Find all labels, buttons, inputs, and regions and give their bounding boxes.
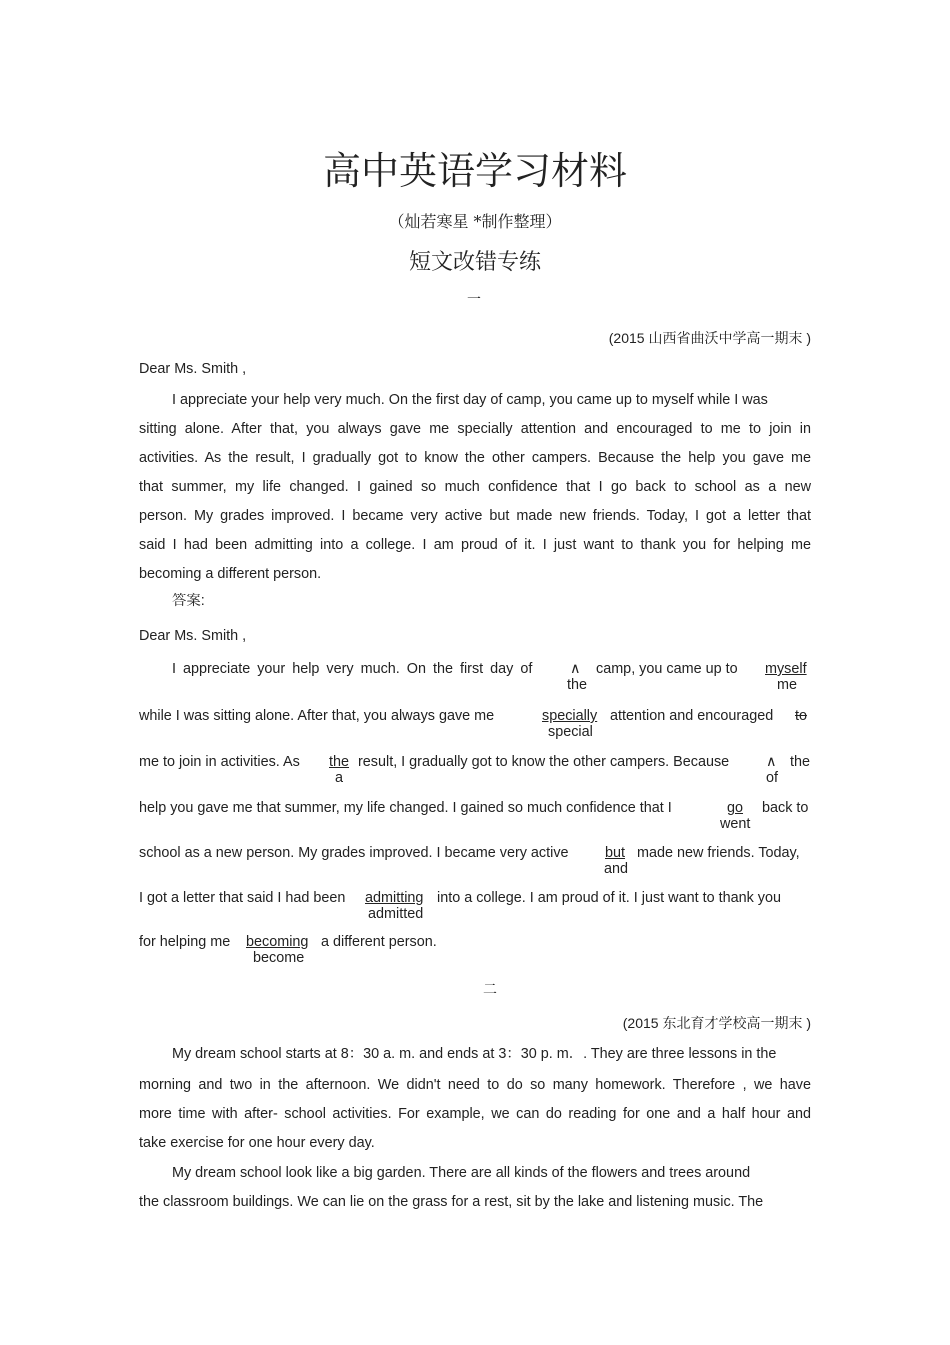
correction-word: the — [567, 677, 588, 693]
caret-mark: ∧ — [570, 661, 581, 677]
correction-word: went — [720, 816, 751, 832]
answer-row2-text-b: attention and encouraged — [610, 708, 774, 724]
answer-row7-text-b: a different person. — [321, 934, 437, 950]
section-title: 短文改错专练 — [408, 250, 541, 275]
part2-line-2: morning and two in the afternoon. We didn't need to do so many homework. Therefore , we have — [139, 1077, 811, 1093]
part1-line-4: that summer, my life changed. I gained so much confidence that I go back to school as a new — [139, 479, 811, 495]
part2-line-6: the classroom buildings. We can lie on the grass for a rest, sit by the lake and listening music. The — [139, 1194, 764, 1210]
correction-word: a — [335, 770, 344, 786]
error-word: go — [727, 800, 744, 816]
part1-line-6: said I had been admitting into a college. I am proud of it. I just want to thank you for helping me — [139, 537, 811, 553]
part1-line-1: I appreciate your help very much. On the first day of camp, you came up to myself while I was — [172, 392, 768, 408]
error-word: but — [605, 845, 626, 861]
answer-row2-text-a: while I was sitting alone. After that, you always gave me — [139, 708, 495, 724]
page-title: 高中英语学习材料 — [322, 149, 627, 193]
answer-row4-text-b: back to — [762, 800, 809, 816]
page-subtitle: （灿若寒星 *制作整理） — [388, 212, 562, 231]
correction-word: special — [548, 724, 593, 740]
error-word: the — [329, 754, 350, 770]
correction-word: of — [766, 770, 779, 786]
answer-row1-text-b: camp, you came up to — [596, 661, 738, 677]
answer-row5-text-b: made new friends. Today, — [637, 845, 800, 861]
answer-row6-text-b: into a college. I am proud of it. I just want to thank you — [437, 890, 781, 906]
part1-source: (2015 山西省曲沃中学高一期末 ) — [608, 330, 811, 346]
correction-word: and — [604, 861, 629, 877]
error-word: becoming — [246, 934, 309, 950]
answer-row3-text-c: the — [790, 754, 811, 770]
answer-greeting: Dear Ms. Smith , — [139, 628, 247, 644]
answer-row5-text-a: school as a new person. My grades improved. I became very active — [139, 845, 569, 861]
part2-line-5: My dream school look like a big garden. There are all kinds of the flowers and trees around — [172, 1165, 751, 1181]
part1-line-2: sitting alone. After that, you always gave me specially attention and encouraged to me to join in — [139, 421, 811, 437]
part2-source: (2015 东北育才学校高一期末 ) — [622, 1015, 811, 1031]
caret-mark: ∧ — [766, 754, 777, 770]
part1-line-3: activities. As the result, I gradually got to know the other campers. Because the help you gave me — [139, 450, 811, 466]
part2-line-1: My dream school starts at 8：30 a. m. and ends at 3：30 p. m．. They are three lessons in the — [172, 1046, 777, 1062]
correction-word: become — [253, 950, 305, 966]
part2-line-3: more time with after- school activities. For example, we can do reading for one and a half hour and — [139, 1106, 811, 1122]
answer-row3-text-a: me to join in activities. As — [139, 754, 300, 770]
deleted-word: to — [795, 708, 808, 724]
answer-row1-text-a: I appreciate your help very much. On the first day of — [172, 661, 533, 677]
answer-label: 答案: — [172, 593, 205, 609]
part1-greeting: Dear Ms. Smith , — [139, 361, 247, 377]
answer-row6-text-a: I got a letter that said I had been — [139, 890, 346, 906]
error-word: specially — [542, 708, 598, 724]
part2-line-4: take exercise for one hour every day. — [139, 1135, 375, 1151]
answer-row3-text-b: result, I gradually got to know the other campers. Because — [358, 754, 730, 770]
correction-word: me — [777, 677, 797, 693]
part1-number: 一 — [467, 292, 481, 308]
error-word: admitting — [365, 890, 424, 906]
error-word: myself — [765, 661, 807, 677]
answer-row7-text-a: for helping me — [139, 934, 231, 950]
part1-line-7: becoming a different person. — [139, 566, 322, 582]
answer-row4-text-a: help you gave me that summer, my life changed. I gained so much confidence that I — [139, 800, 672, 816]
correction-word: admitted — [368, 906, 424, 922]
part2-number: 二 — [483, 982, 497, 998]
part1-line-5: person. My grades improved. I became very active but made new friends. Today, I got a letter that — [139, 508, 811, 524]
